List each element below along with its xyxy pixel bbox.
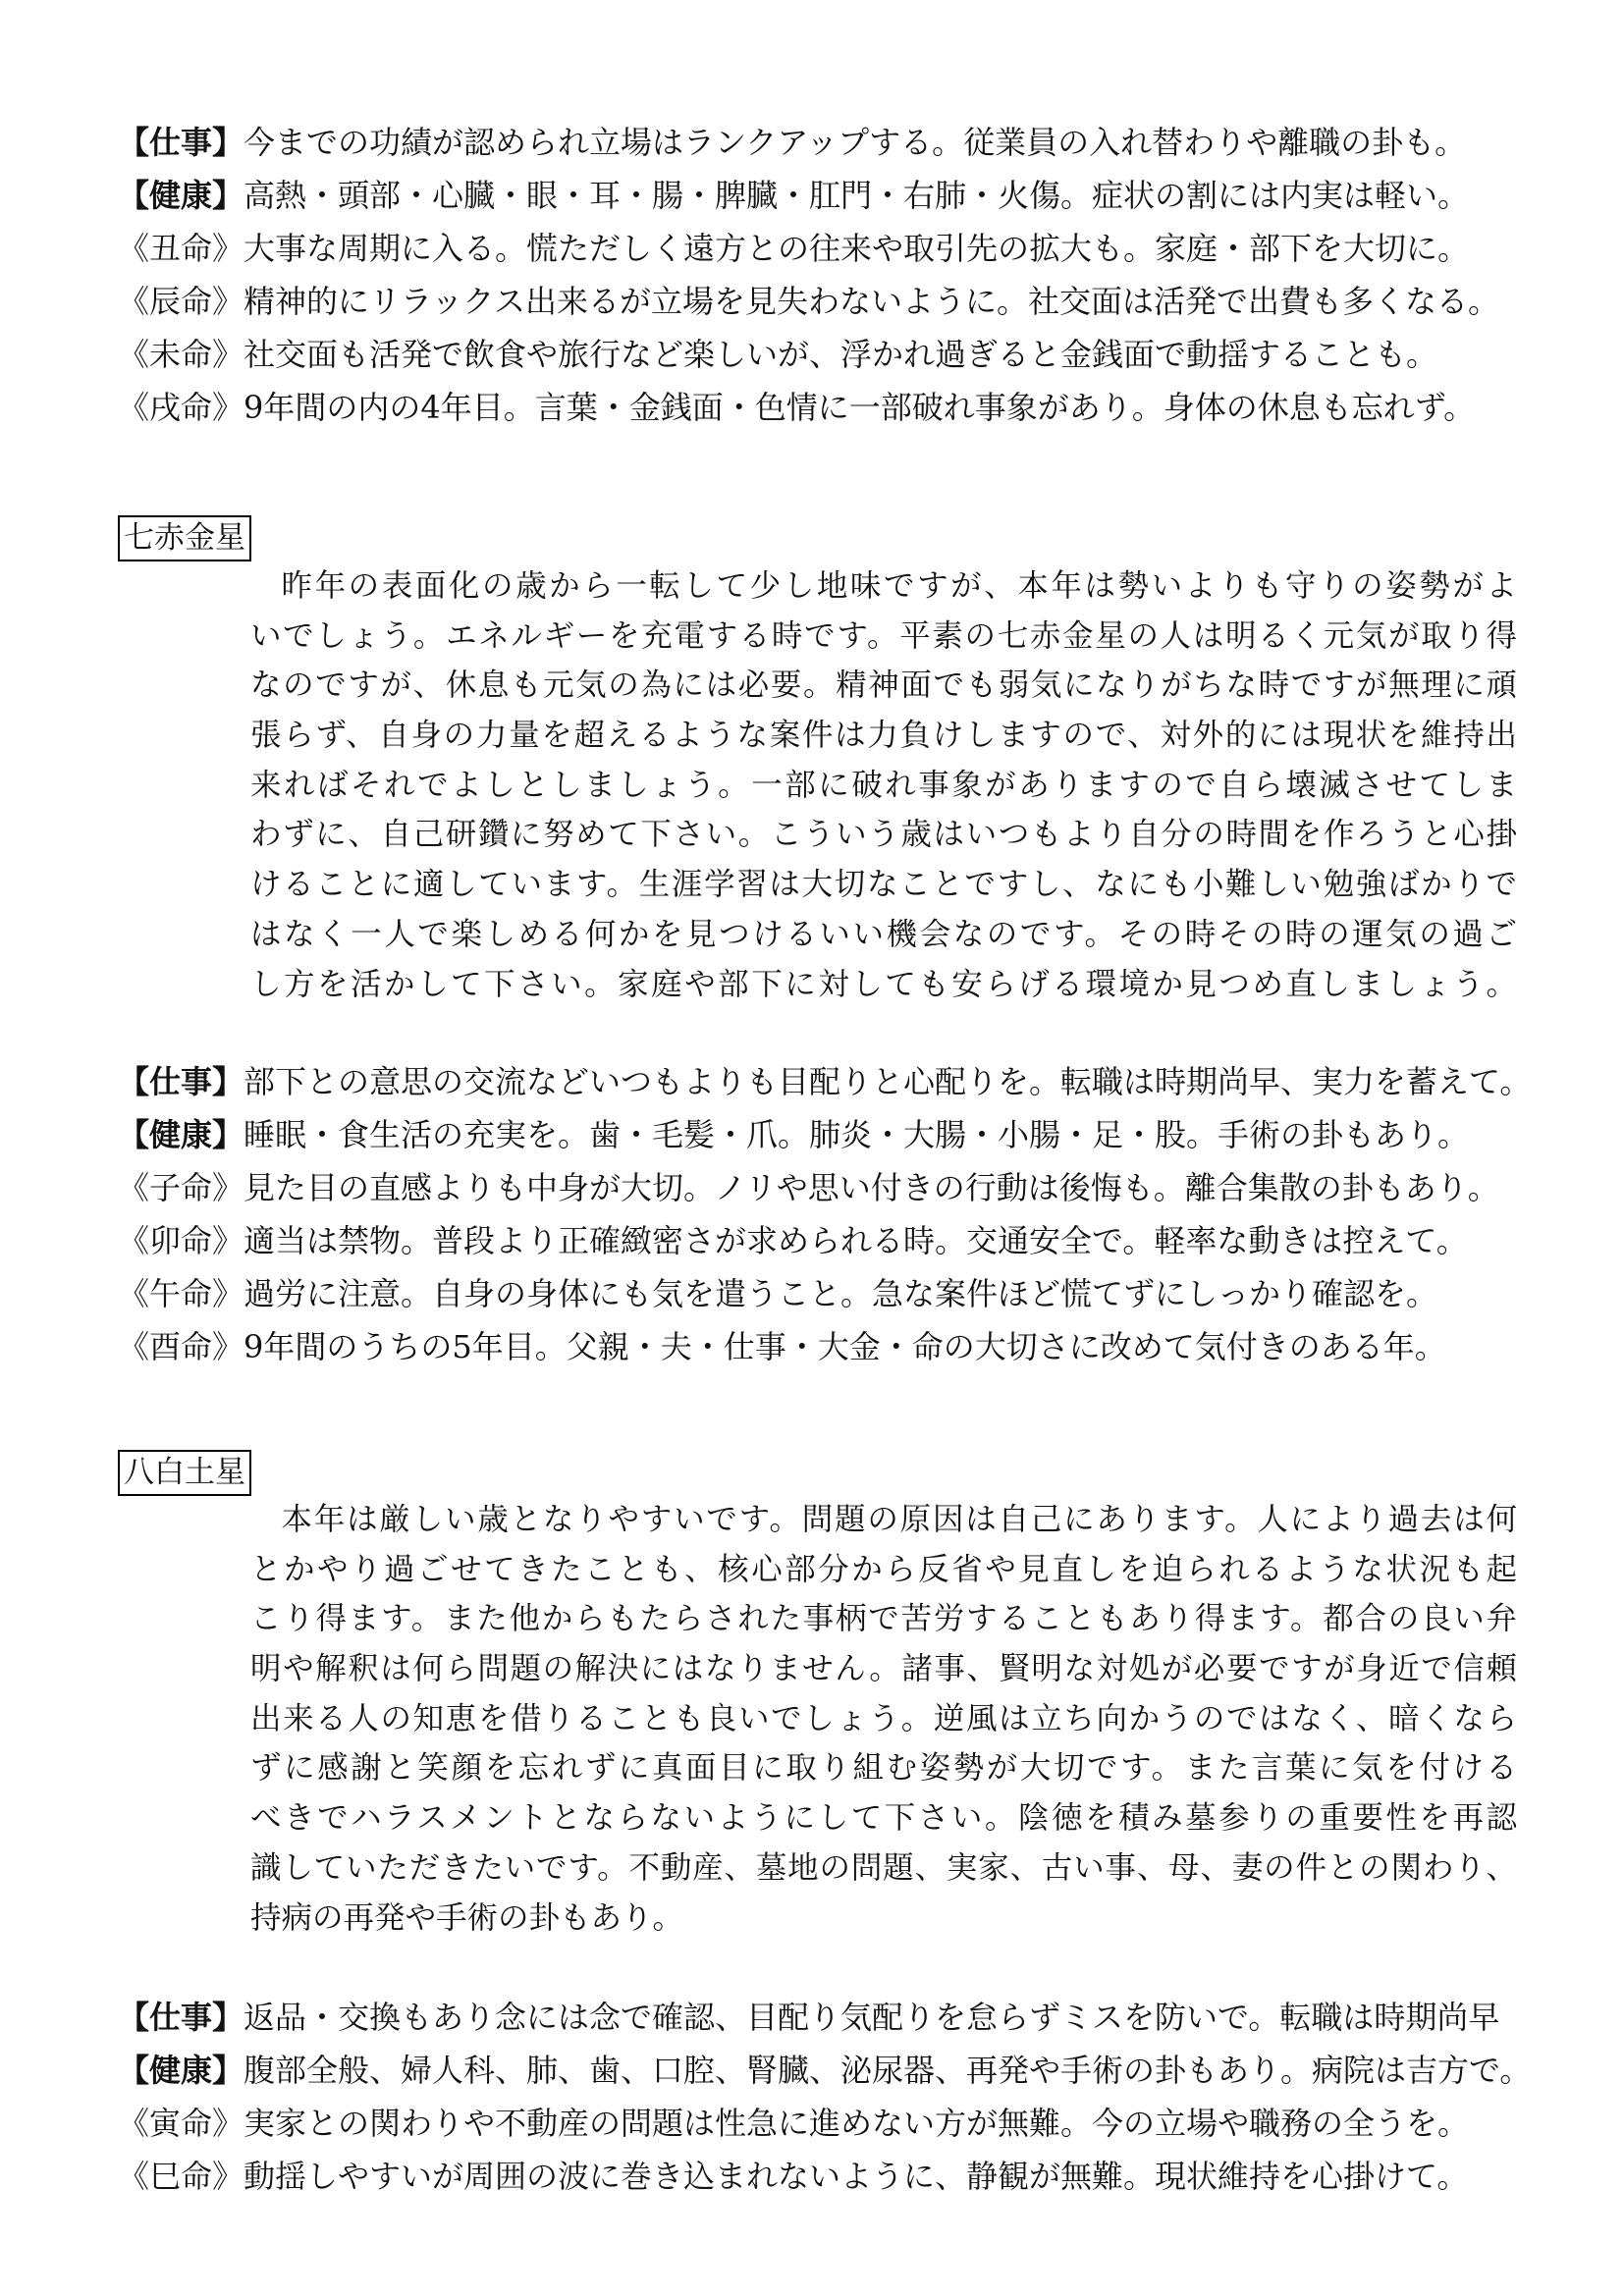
sign-line bbox=[118, 2097, 1517, 2150]
sign-line bbox=[118, 2150, 1517, 2203]
paragraph-line: とかやり過ごせてきたことも、核心部分から反省や見直しを迫られるような状況も起 bbox=[250, 1551, 1517, 1587]
sign-label: 《丑命》 bbox=[118, 230, 244, 267]
section-paragraph-shichiseki bbox=[250, 561, 1517, 1009]
paragraph-line: わずに、自己研鑽に努めて下さい。こういう歳はいつもより自分の時間を作ろうと心掛 bbox=[250, 817, 1517, 853]
paragraph-line: なのですが、休息も元気の為には必要。精神面でも弱気になりがちな時ですが無理に頑 bbox=[250, 667, 1517, 704]
sign-line bbox=[118, 381, 1517, 434]
health-line bbox=[118, 2044, 1532, 2097]
sign-line bbox=[118, 275, 1517, 328]
sign-line bbox=[118, 1267, 1517, 1320]
shichiseki-list bbox=[118, 1055, 1532, 1373]
paragraph-line: 出来る人の知恵を借りることも良いでしょう。逆風は立ち向かうのではなく、暗くなら bbox=[250, 1700, 1517, 1736]
sign-text: 適当は禁物。普段より正確緻密さが求められる時。交通安全で。軽率な動きは控えて。 bbox=[244, 1222, 1468, 1259]
sign-text: 動揺しやすいが周囲の波に巻き込まれないように、静観が無難。現状維持を心掛けて。 bbox=[244, 2158, 1469, 2195]
paragraph-line: べきでハラスメントとならないようにして下さい。陰徳を積み墓参りの重要性を再認 bbox=[250, 1800, 1517, 1837]
sign-text: 社交面も活発で飲食や旅行など楽しいが、浮かれ過ぎると金銭面で動揺することも。 bbox=[244, 336, 1438, 373]
work-text: 部下との意思の交流などいつもよりも目配りと心配りを。転職は時期尚早、実力を蓄えて。 bbox=[244, 1063, 1532, 1100]
sign-label: 《辰命》 bbox=[118, 283, 244, 320]
sign-text: 9年間のうちの5年目。父親・夫・仕事・大金・命の大切さに改めて気付きのある年。 bbox=[244, 1328, 1446, 1365]
paragraph-line: こり得ます。また他からもたらされた事柄で苦労することもあり得ます。都合の良い弁 bbox=[250, 1601, 1517, 1637]
sign-text: 9年間の内の4年目。言葉・金銭面・色情に一部破れ事象があり。身体の休息も忘れず。 bbox=[244, 389, 1476, 426]
work-text: 返品・交換もあり念には念で確認、目配り気配りを怠らずミスを防いで。転職は時期尚早 bbox=[244, 1999, 1500, 2036]
sign-text: 実家との関わりや不動産の問題は性急に進めない方が無難。今の立場や職務の全うを。 bbox=[244, 2105, 1470, 2142]
sign-label: 《酉命》 bbox=[118, 1328, 244, 1365]
health-line bbox=[118, 169, 1517, 222]
paragraph-line: 来ればそれでよしとしましょう。一部に破れ事象がありますので自ら壊滅させてしま bbox=[250, 767, 1517, 803]
work-line bbox=[118, 1991, 1517, 2044]
sign-line bbox=[118, 328, 1517, 381]
sign-line bbox=[118, 1320, 1517, 1373]
paragraph-line: はなく一人で楽しめる何かを見つけるいい機会なのです。その時その時の運気の過ご bbox=[250, 916, 1517, 952]
sign-line bbox=[118, 1161, 1517, 1214]
health-text: 高熱・頭部・心臓・眼・耳・腸・脾臓・肛門・右肺・火傷。症状の割には内実は軽い。 bbox=[244, 177, 1470, 214]
health-line bbox=[118, 1108, 1517, 1161]
sign-line bbox=[118, 1214, 1517, 1267]
section-heading-happaku: 八白土星 bbox=[118, 1450, 251, 1496]
paragraph-line: ずに感謝と笑顔を忘れずに真面目に取り組む姿勢が大切です。また言葉に気を付ける bbox=[250, 1750, 1517, 1787]
health-text: 睡眠・食生活の充実を。歯・毛髪・爪。肺炎・大腸・小腸・足・股。手術の卦もあり。 bbox=[244, 1116, 1470, 1153]
paragraph-line: けることに適しています。生涯学習は大切なことですし、なにも小難しい勉強ばかりで bbox=[250, 867, 1517, 903]
paragraph-line: 識していただきたいです。不動産、墓地の問題、実家、古い事、母、妻の件との関わり、 bbox=[250, 1849, 1517, 1886]
work-text: 今までの功績が認められ立場はランクアップする。従業員の入れ替わりや離職の卦も。 bbox=[244, 124, 1467, 161]
paragraph-line: いでしょう。エネルギーを充電する時です。平素の七赤金星の人は明るく元気が取り得 bbox=[250, 617, 1517, 654]
paragraph-line: 本年は厳しい歳となりやすいです。問題の原因は自己にあります。人により過去は何 bbox=[281, 1502, 1517, 1537]
paragraph-line: 明や解釈は何ら問題の解決にはなりません。諸事、賢明な対処が必要ですが身近で信頼 bbox=[250, 1651, 1517, 1687]
continued-section-list bbox=[118, 116, 1517, 434]
paragraph-line: 昨年の表面化の歳から一転して少し地味ですが、本年は勢いよりも守りの姿勢がよ bbox=[281, 568, 1517, 604]
health-label: 【健康】 bbox=[118, 177, 244, 214]
happaku-list bbox=[118, 1991, 1532, 2203]
sign-label: 《寅命》 bbox=[118, 2105, 244, 2142]
sign-text: 見た目の直感よりも中身が大切。ノリや思い付きの行動は後悔も。離合集散の卦もあり。 bbox=[244, 1169, 1499, 1206]
sign-text: 大事な周期に入る。慌ただしく遠方との往来や取引先の拡大も。家庭・部下を大切に。 bbox=[244, 230, 1470, 267]
paragraph-line: し方を活かして下さい。家庭や部下に対しても安らげる環境か見つめ直しましょう。 bbox=[250, 966, 1517, 1002]
sign-text: 過労に注意。自身の身体にも気を遣うこと。急な案件ほど慌てずにしっかり確認を。 bbox=[244, 1275, 1438, 1312]
sign-label: 《未命》 bbox=[118, 336, 244, 373]
sign-label: 《戌命》 bbox=[118, 389, 244, 426]
paragraph-line: 張らず、自身の力量を超えるような案件は力負けしますので、対外的には現状を維持出 bbox=[250, 718, 1517, 754]
paragraph-line: 持病の再発や手術の卦もあり。 bbox=[250, 1899, 684, 1936]
work-line bbox=[118, 116, 1517, 169]
health-label: 【健康】 bbox=[118, 1116, 244, 1153]
sign-line bbox=[118, 222, 1517, 275]
sign-label: 《巳命》 bbox=[118, 2158, 244, 2195]
sign-label: 《午命》 bbox=[118, 1275, 244, 1312]
sign-text: 精神的にリラックス出来るが立場を見失わないように。社交面は活発で出費も多くなる。 bbox=[244, 283, 1500, 320]
work-line bbox=[118, 1055, 1532, 1108]
health-text: 腹部全般、婦人科、肺、歯、口腔、腎臓、泌尿器、再発や手術の卦もあり。病院は吉方で。 bbox=[244, 2052, 1532, 2089]
section-heading-shichiseki: 七赤金星 bbox=[118, 515, 251, 561]
sign-label: 《子命》 bbox=[118, 1169, 244, 1206]
section-paragraph-happaku bbox=[250, 1495, 1517, 1943]
work-label: 【仕事】 bbox=[118, 1063, 244, 1100]
sign-label: 《卯命》 bbox=[118, 1222, 244, 1259]
health-label: 【健康】 bbox=[118, 2052, 244, 2089]
work-label: 【仕事】 bbox=[118, 1999, 244, 2036]
work-label: 【仕事】 bbox=[118, 124, 244, 161]
